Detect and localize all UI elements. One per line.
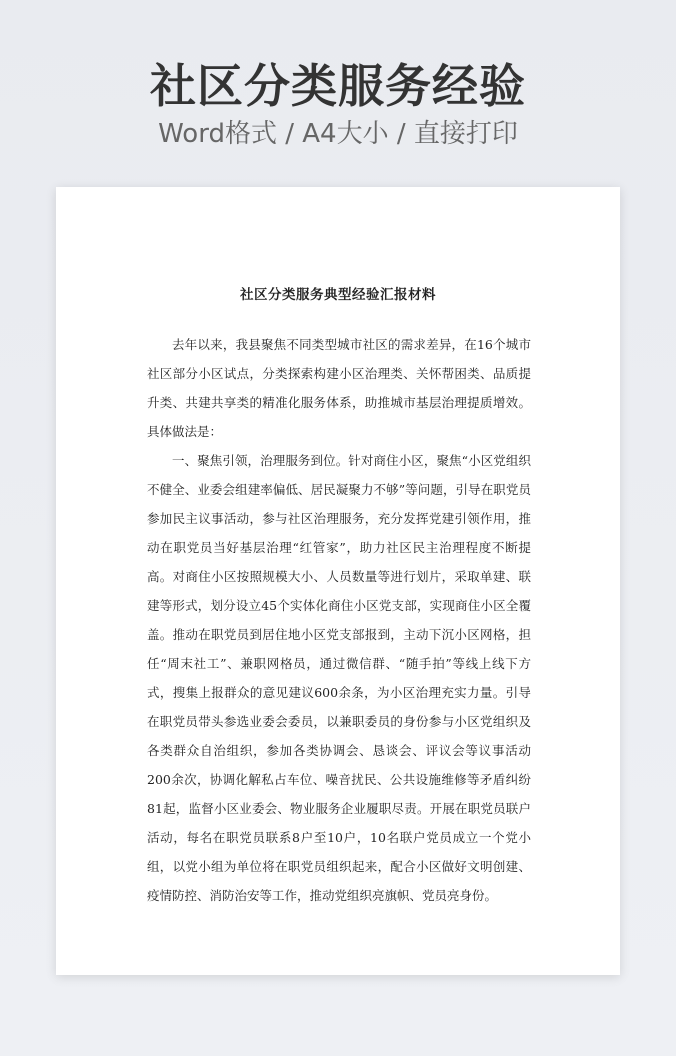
document-paragraph-intro: 去年以来，我县聚焦不同类型城市社区的需求差异，在16个城市社区部分小区试点，分类探索构建小区治理类、关怀帮困类、品质提升类、共建共享类的精准化服务体系，助推城市基层治理提质增效。具体做法是：: [147, 337, 531, 439]
banner-header: [0, 60, 676, 150]
document-paragraph-section-1: 一、聚焦引领，治理服务到位。针对商住小区，聚焦“小区党组织不健全、业委会组建率偏低、居民凝聚力不够”等问题，引导在职党员参加民主议事活动，参与社区治理服务，充分发挥党建引领作用，推动在职党员当好基层治理“红管家”，助力社区民主治理程度不断提高。对商住小区按照规模大小、人员数量等进行划片，采取单建、联建等形式，划分设立45个实体化商住小区党支部，实现商住小区全覆盖。推动在职党员到居住地小区党支部报到，主动下沉小区网格，担任“周末社工”、兼职网格员，通过微信群、“随手拍”等线上线下方式，搜集上报群众的意见建议600余条，为小区治理充实力量。引导在职党员带头参选业委会委员，以兼职委员的身份参与小区党组织及各类群众自治组织，参加各类协调会、恳谈会、评议会等议事活动200余次，协调化解私占车位、噪音扰民、公共设施维修等矛盾纠纷81起，监督小区业委会、物业服务企业履职尽责。开展在职党员联户活动，每名在职党员联系8户至10户，10名联户党员成立一个党小组，以党小组为单位将在职党员组织起来，配合小区做好文明创建、疫情防控、消防治安等工作，推动党组织亮旗帜、党员亮身份。: [147, 453, 531, 903]
document-body: [147, 330, 531, 910]
banner-subtitle: Word格式 / A4大小 / 直接打印: [158, 118, 518, 149]
banner-title: 社区分类服务经验: [150, 59, 526, 113]
document-page: [56, 187, 620, 975]
document-title: 社区分类服务典型经验汇报材料: [240, 287, 436, 303]
